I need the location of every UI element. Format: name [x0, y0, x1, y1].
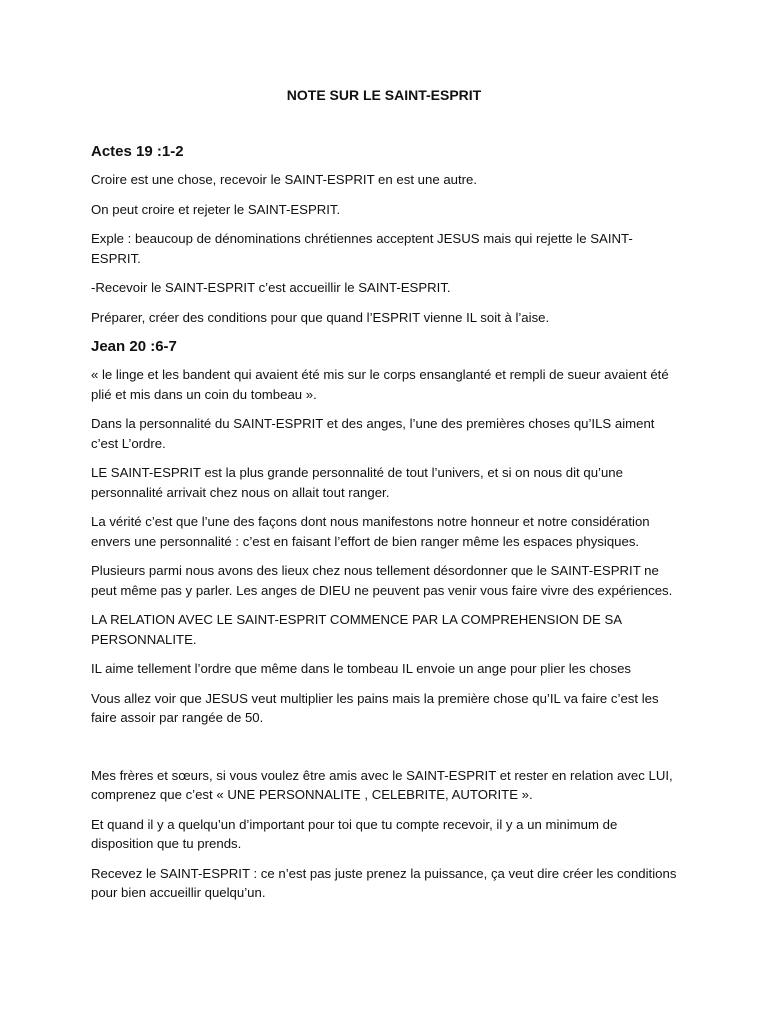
blank-line [91, 738, 681, 766]
paragraph: Et quand il y a quelqu’un d’important pour toi que tu compte recevoir, il y a un minimum de disposition que tu prends. [91, 816, 618, 851]
paragraph: Exple : beaucoup de dénominations chrétiennes acceptent JESUS mais qui rejette le SAINT-ESPRIT. [91, 231, 633, 266]
paragraph: IL aime tellement l’ordre que même dans le tombeau IL envoie un ange pour plier les choses [91, 661, 632, 676]
section-heading-jean: Jean 20 :6-7 [91, 338, 177, 355]
paragraph: Vous allez voir que JESUS veut multiplier les pains mais la première chose qu’IL va faire c’est les faire assoir par rangée de 50. [91, 690, 659, 725]
paragraph: Croire est une chose, recevoir le SAINT-ESPRIT en est une autre. [91, 172, 478, 187]
document-body [91, 142, 681, 913]
paragraph: Recevez le SAINT-ESPRIT : ce n’est pas juste prenez la puissance, ça veut dire créer les conditions pour bien accueillir quelqu’un. [91, 865, 677, 900]
paragraph: « le linge et les bandent qui avaient été mis sur le corps ensanglanté et rempli de sueur avaient été plié et mis dans un coin du tombeau ». [91, 367, 669, 402]
paragraph: Plusieurs parmi nous avons des lieux chez nous tellement désordonner que le SAINT-ESPRIT ne peut même pas y parler. Les anges de DIEU ne peuvent pas venir vous faire vivre des expériences. [91, 563, 673, 598]
paragraph: Mes frères et sœurs, si vous voulez être amis avec le SAINT-ESPRIT et rester en relation avec LUI, comprenez que c’est « UNE PERSONNALITE , CELEBRITE, AUTORITE ». [91, 767, 673, 802]
paragraph: LE SAINT-ESPRIT est la plus grande personnalité de tout l’univers, et si on nous dit qu’une personnalité arrivait chez nous on allait tout ranger. [91, 465, 623, 500]
paragraph: On peut croire et rejeter le SAINT-ESPRIT. [91, 201, 341, 217]
paragraph: Préparer, créer des conditions pour que quand l’ESPRIT vienne IL soit à l’aise. [91, 309, 550, 325]
document-title: NOTE SUR LE SAINT-ESPRIT [286, 87, 482, 103]
paragraph: LA RELATION AVEC LE SAINT-ESPRIT COMMENCE PAR LA COMPREHENSION DE SA PERSONNALITE. [91, 612, 622, 647]
paragraph: Dans la personnalité du SAINT-ESPRIT et des anges, l’une des premières choses qu’ILS aiment c’est L’ordre. [91, 416, 655, 451]
paragraph: -Recevoir le SAINT-ESPRIT c’est accueillir le SAINT-ESPRIT. [91, 280, 451, 295]
paragraph: La vérité c’est que l’une des façons dont nous manifestons notre honneur et notre considération envers une personnalité : c’est en faisant l’effort de bien ranger même les espaces physiques. [91, 514, 650, 549]
section-heading-actes: Actes 19 :1-2 [91, 143, 184, 160]
